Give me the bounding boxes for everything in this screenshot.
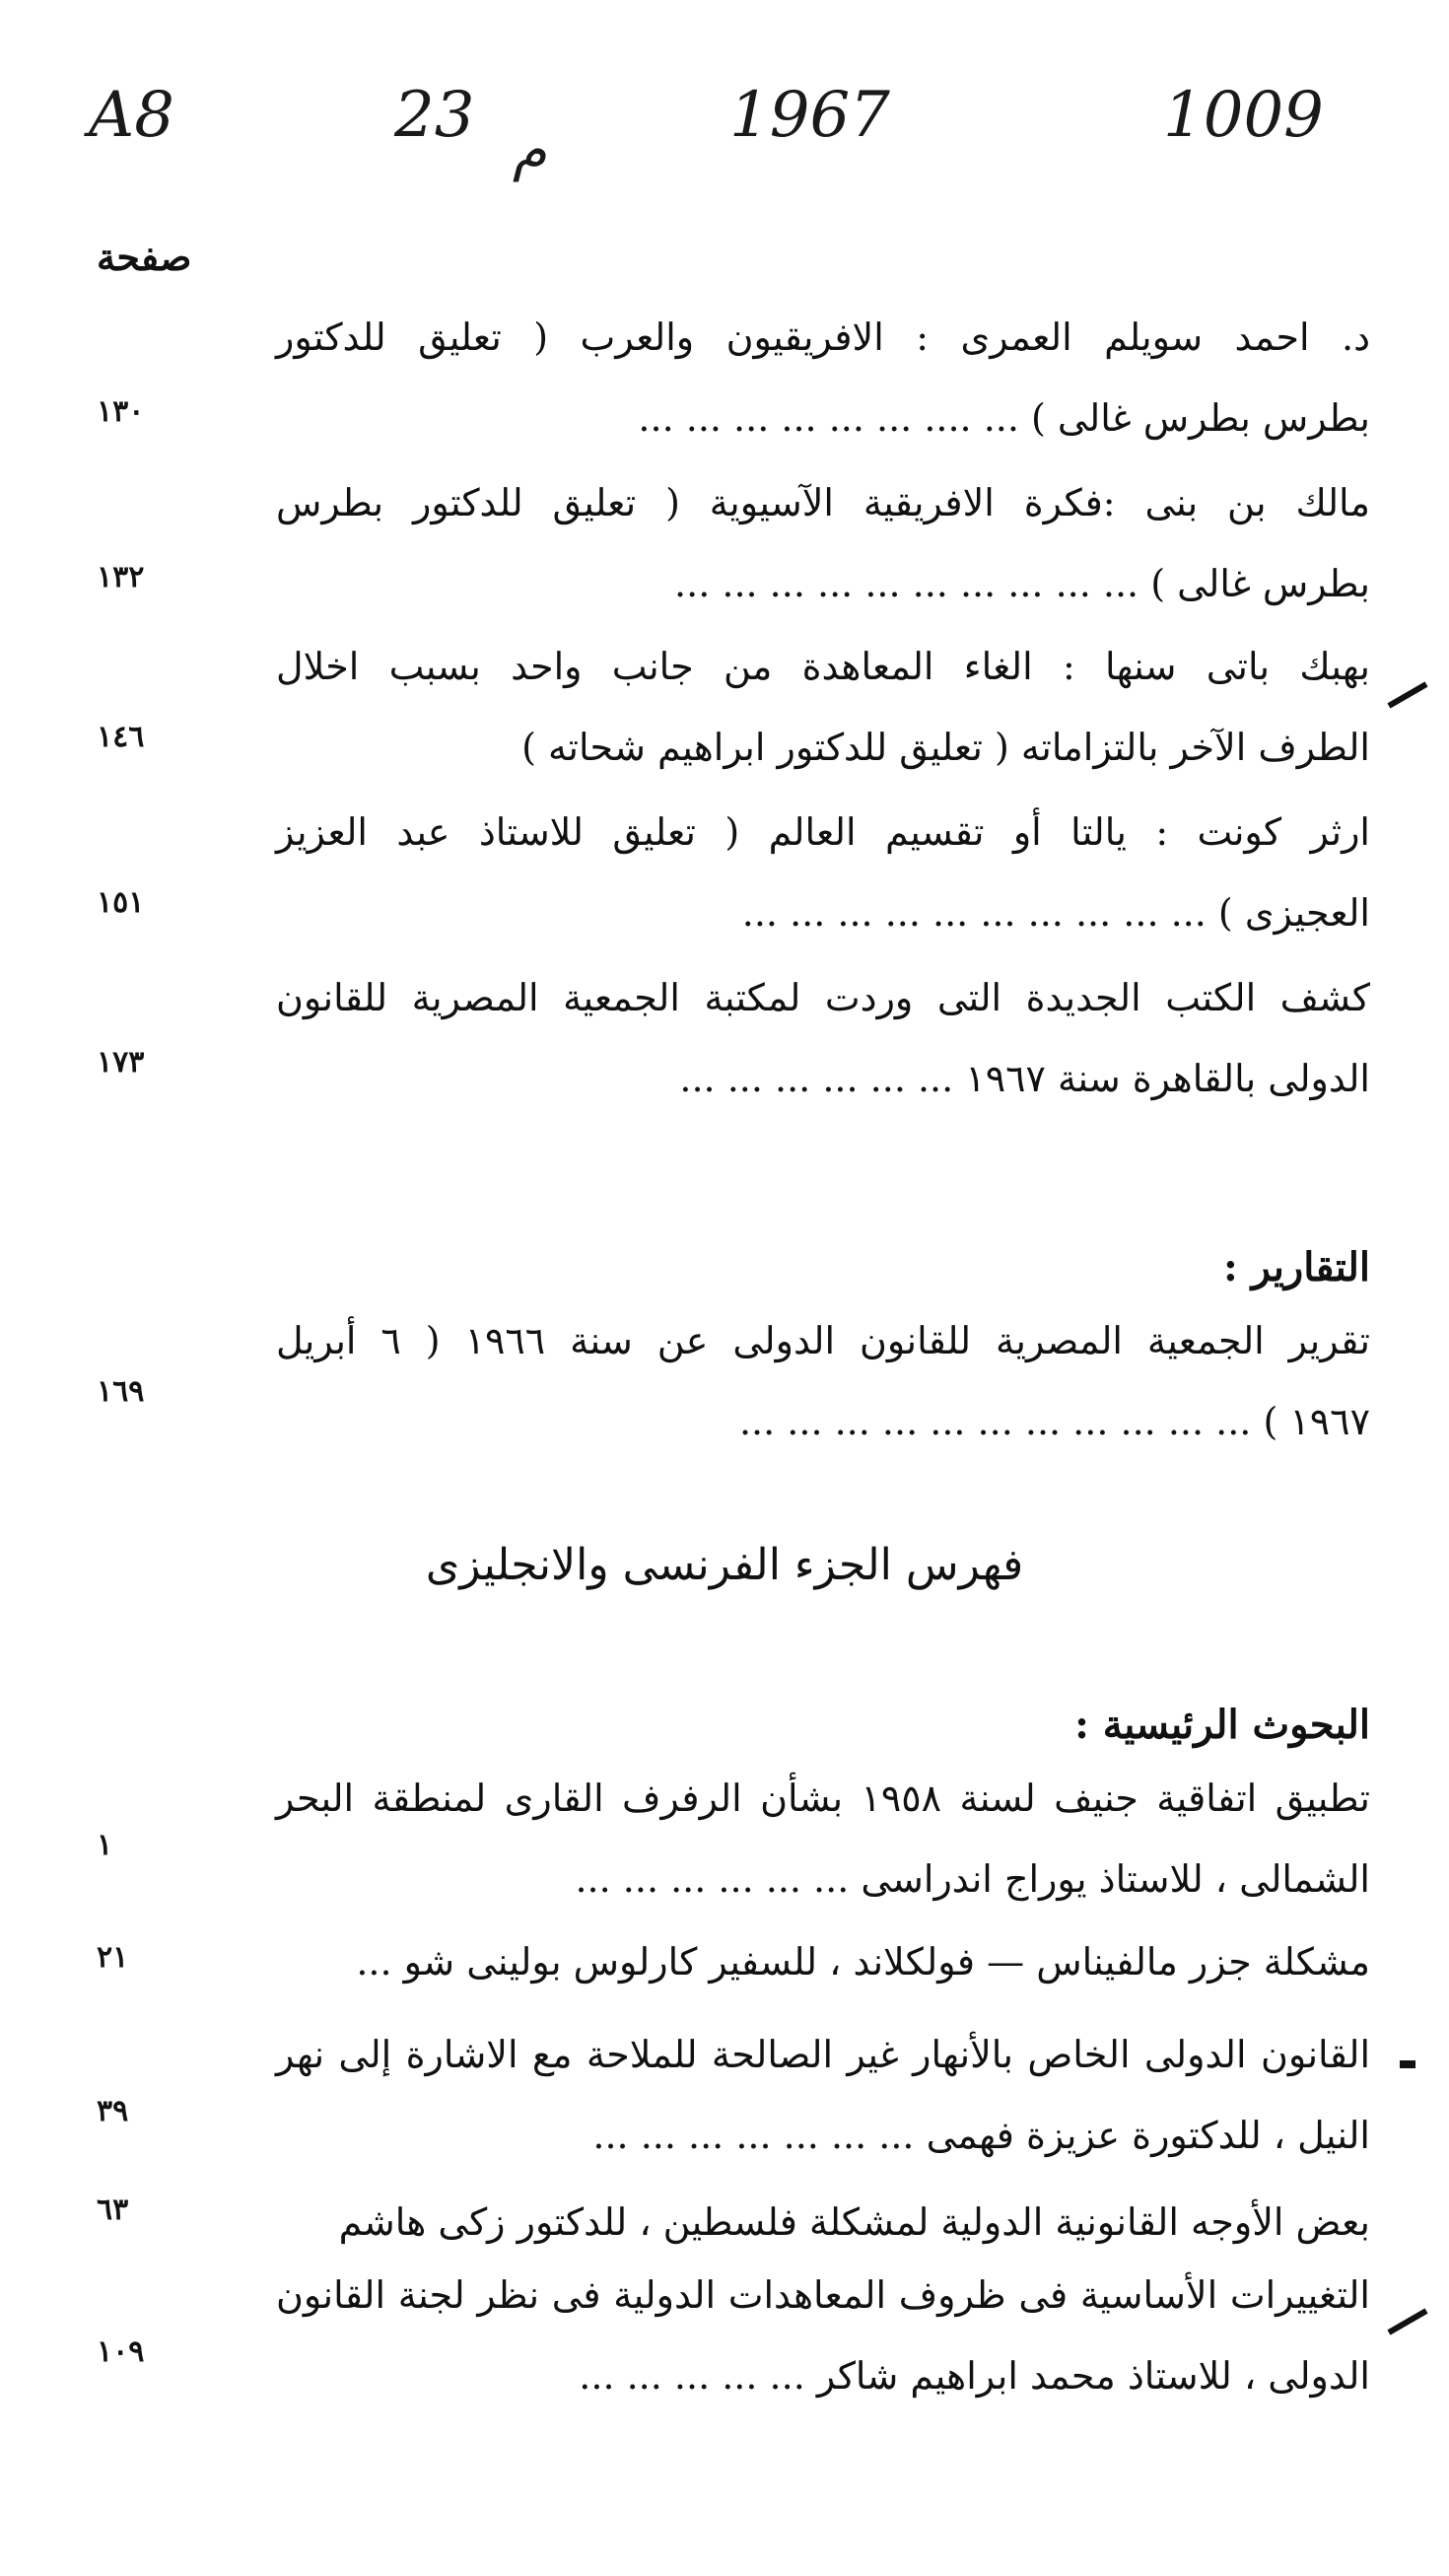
handwritten-code: A8	[89, 79, 174, 152]
entry-line: تطبيق اتفاقية جنيف لسنة ١٩٥٨ بشأن الرفرف القارى لمنطقة البحر	[276, 1776, 1370, 1820]
entry-line: الطرف الآخر بالتزاماته ( تعليق للدكتور ابراهيم شحاته )	[521, 726, 1370, 769]
margin-mark	[1400, 2060, 1415, 2068]
entry-line: ارثر كونت : يالتا أو تقسيم العالم ( تعليق للاستاذ عبد العزيز	[276, 810, 1370, 854]
page-number: ١٣٠	[97, 394, 145, 429]
entry-line: العجيزى ) ... ... ... ... ... ... ... ... ... ...	[741, 891, 1370, 935]
page-number: ١٣٢	[97, 560, 145, 594]
handwritten-mim: م	[513, 118, 547, 182]
main-research-heading: البحوث الرئيسية :	[1074, 1702, 1370, 1748]
entry-line: بهبك باتى سنها : الغاء المعاهدة من جانب واحد بسبب اخلال	[276, 645, 1370, 688]
page-number: ٢١	[97, 1940, 129, 1975]
entry-line: ١٩٦٧ ) ... ... ... ... ... ... ... ... ... ... ...	[738, 1400, 1370, 1443]
page-number: ١٦٩	[97, 1374, 145, 1409]
entry-line: الشمالى ، للاستاذ يوراج اندراسى ... ... ... ... ... ...	[575, 1857, 1370, 1901]
entry-line: الدولى ، للاستاذ محمد ابراهيم شاكر ... ... ... ... ...	[579, 2354, 1370, 2398]
handwritten-folio: 1009	[1163, 79, 1324, 152]
entry-line: د. احمد سويلم العمرى : الافريقيون والعرب ( تعليق للدكتور	[276, 315, 1370, 359]
entry-line: التغييرات الأساسية فى ظروف المعاهدات الدولية فى نظر لجنة القانون	[276, 2273, 1370, 2317]
entry-line: مالك بن بنى :فكرة الافريقية الآسيوية ( تعليق للدكتور بطرس	[276, 481, 1370, 524]
page-column-header: صفحة	[97, 235, 192, 279]
handwritten-year: 1967	[729, 79, 890, 152]
entry-line: كشف الكتب الجديدة التى وردت لمكتبة الجمعية المصرية للقانون	[276, 976, 1370, 1019]
section-title: فهرس الجزء الفرنسى والانجليزى	[425, 1540, 1024, 1590]
entry-line: تقرير الجمعية المصرية للقانون الدولى عن سنة ١٩٦٦ ( ٦ أبريل	[276, 1319, 1370, 1362]
entry-line: النيل ، للدكتورة عزيزة فهمى ... ... ... ... ... ... ...	[592, 2114, 1370, 2157]
page-number: ١٠٩	[97, 2334, 145, 2369]
entry-line: بعض الأوجه القانونية الدولية لمشكلة فلسطين ، للدكتور زكى هاشم	[338, 2200, 1370, 2244]
entry-line: الدولى بالقاهرة سنة ١٩٦٧ ... ... ... ... ... ...	[679, 1057, 1370, 1100]
handwritten-number: 23	[394, 79, 475, 152]
page-number: ٦٣	[97, 2193, 129, 2227]
entry-line: بطرس بطرس غالى ) ... .... ... ... ... ... ... ...	[638, 396, 1370, 440]
page-number: ٣٩	[97, 2094, 129, 2128]
reports-heading: التقارير :	[1222, 1244, 1370, 1290]
entry-line: بطرس غالى ) ... ... ... ... ... ... ... ... ... ...	[674, 562, 1370, 605]
page-number: ١٤٦	[97, 720, 145, 754]
margin-check-mark	[1387, 681, 1427, 708]
entry-line: القانون الدولى الخاص بالأنهار غير الصالحة للملاحة مع الاشارة إلى نهر	[276, 2033, 1370, 2076]
margin-check-mark	[1387, 2308, 1427, 2334]
entry-line: مشكلة جزر مالفيناس — فولكلاند ، للسفير كارلوس بولينى شو ...	[356, 1940, 1370, 1984]
page-number: ١٧٣	[97, 1045, 145, 1079]
page-number: ١	[97, 1828, 113, 1862]
page-number: ١٥١	[97, 885, 145, 920]
